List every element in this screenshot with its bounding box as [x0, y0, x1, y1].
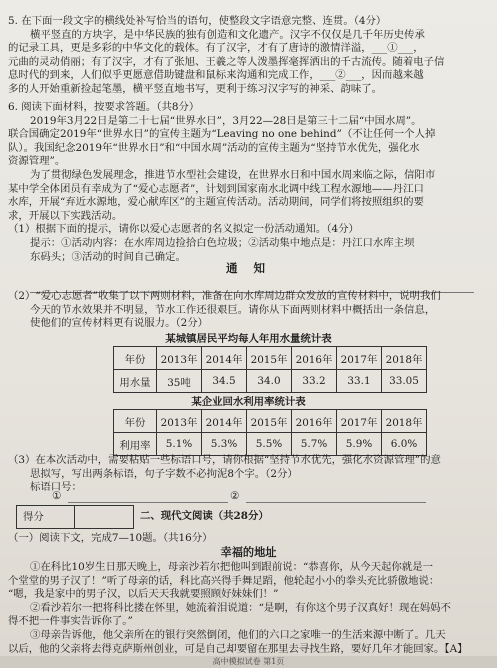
q5-line: 的记录工具，更是多彩的中华文化的载体。有了汉字，才有了唐诗的激情洋溢，___①___， — [8, 42, 424, 55]
table-cell: 5.5% — [247, 433, 292, 456]
q6-para1-line: 队）。我国纪念2019年“世界水日”和“中国水周”活动的宣传主题为“坚持节水优先，强化水 — [8, 141, 420, 154]
article-line: “嗯，我是家中的男子汉，以后天天我就要照顾好妹妹们！” — [8, 588, 279, 601]
article-body — [8, 561, 490, 656]
table-cell: 2018年 — [382, 347, 427, 370]
page-footer — [0, 656, 497, 668]
table-cell: 5.3% — [202, 433, 247, 456]
score-value[interactable] — [75, 506, 133, 528]
q5-line: 息时代的到来，人们似乎更愿意借助键盘和鼠标来沟通和完成工作，___②___，因而越来越 — [8, 69, 424, 82]
table-cell: 2014年 — [202, 410, 247, 433]
table-cell: 35吨 — [157, 370, 202, 393]
section2-body — [8, 532, 490, 546]
q6-para1-line: 资源管理”。 — [8, 155, 66, 168]
slogan-line-2 — [246, 502, 426, 503]
table-cell: 2017年 — [337, 347, 382, 370]
q6-sub3 — [8, 454, 490, 495]
notice-title: 通 知 — [225, 262, 271, 275]
table-cell: 2016年 — [292, 410, 337, 433]
table-row — [114, 433, 427, 456]
slogan-mark-1: ① — [52, 490, 62, 502]
q6-sub3-line: 思拟写，写出两条标语，句子字数不必拘泥8个字。（2分） — [30, 467, 298, 480]
q6-para2-line: 求，开展以下实践活动。 — [8, 209, 123, 222]
table-cell: 用水量 — [114, 370, 157, 393]
table-cell: 2015年 — [247, 347, 292, 370]
table1-caption-wrap — [0, 333, 497, 347]
table2-caption: 某企业回水利用率统计表 — [191, 396, 306, 408]
table-row — [114, 347, 427, 370]
footer-text: 高中模拟试卷 第1页 — [212, 657, 285, 666]
table-cell: 年份 — [114, 410, 157, 433]
article-title: 幸福的地址 — [220, 546, 277, 559]
table-cell: 2013年 — [157, 410, 202, 433]
article-line: ②看沙若尔一把将科比搂在怀里，她流着泪说道：“是啊，有你这个男子汉真好！现在妈妈不 — [30, 601, 451, 614]
table-cell: 34.5 — [202, 370, 247, 393]
article-line: 个堂堂的男子汉了！”听了母亲的话，科比高兴得手舞足蹈，他轮起小小的拳头充比骄傲地说： — [8, 574, 440, 587]
table-cell: 利用率 — [114, 433, 157, 456]
slogan-answer-row[interactable] — [52, 490, 472, 504]
table-cell: 2017年 — [337, 410, 382, 433]
article-line: ③母亲告诉他，他父亲所在的银行突然倒闭，他们的六口之家唯一的生活来源中断了。几天 — [30, 628, 446, 641]
q6-sub2-line: 使他们的宣传材料更有说服力。（2分） — [30, 317, 209, 330]
water-reuse-table — [113, 409, 427, 456]
table-cell: 2014年 — [202, 347, 247, 370]
question-6 — [8, 101, 490, 264]
table1-caption: 某城镇居民平均每人年用水量统计表 — [165, 333, 332, 345]
table-cell: 33.1 — [337, 370, 382, 393]
table-cell: 2015年 — [247, 410, 292, 433]
q6-sub2-line: （2）“爱心志愿者”收集了以下两则材料，准备在向水库周边群众发放的宣传材料中，说明我们 — [8, 290, 441, 302]
slogan-mark-2: ② — [230, 490, 240, 502]
table-cell: 6.0% — [382, 433, 427, 456]
q5-line: 元曲的灵动俏丽；有了汉字，才有了张旭、王羲之等人泼墨挥毫挥洒出的千古流传。随着电子信 — [8, 55, 445, 68]
q6-sub2 — [8, 290, 490, 331]
article-line: 得不把一件事实告诉你了。” — [8, 615, 133, 628]
table-cell: 33.2 — [292, 370, 337, 393]
q6-para2-line: 水库，开展“弃近水源地，爱心献库区”的主题宣传活动。活动期间，同学们将按照组织的要 — [8, 196, 424, 209]
table-cell: 2013年 — [157, 347, 202, 370]
table-cell: 5.7% — [292, 433, 337, 456]
slogan-line-1 — [68, 502, 228, 503]
notice-heading — [0, 262, 497, 276]
table-cell: 5.1% — [157, 433, 202, 456]
table-cell: 2018年 — [382, 410, 427, 433]
question-5-body — [8, 15, 490, 97]
q6-sub2-line: 今天的节水效果并不明显，节水工作还很艰巨。请你从下面两则材料中概括出一条信息， — [30, 303, 436, 316]
water-usage-table — [113, 346, 427, 393]
q6-para1-line: 2019年3月22日是第二十七届“世界水日”，3月22—28日是第三十二届“中国水周”。 — [30, 114, 422, 127]
q5-line: 横平竖直的方块字，是中华民族的独有创造和文化遗产。汉字不仅仅是几千年历史传承 — [30, 28, 425, 41]
score-box — [16, 505, 134, 529]
table-row — [114, 410, 427, 433]
score-label: 得分 — [17, 506, 75, 528]
q6-hint-line: 东码头；③活动的时间自己确定。 — [30, 250, 186, 263]
slogan-label: 标语口号： — [30, 481, 82, 494]
q6-stem: 6. 阅读下面材料，按要求答题。（共8分） — [8, 101, 200, 113]
section2-sub: （一）阅读下文，完成7—10题。（共16分） — [8, 532, 213, 544]
table-cell: 2016年 — [292, 347, 337, 370]
table-cell: 33.05 — [382, 370, 427, 393]
q6-sub3-line: （3）在本次活动中，需要粘贴一些标语口号，请你根据“坚持节水优先，强化水资源管理”的意 — [8, 454, 441, 466]
q6-sub1: （1）根据下面的提示，请你以爱心志愿者的名义拟定一份活动通知。（4分） — [8, 223, 359, 236]
table-row — [114, 370, 427, 393]
q6-para2-line: 某中学全体团员有幸成为了“爱心志愿者”，计划到国家南水北调中线工程水源地——丹江口 — [8, 182, 424, 195]
q5-stem-text: 5. 在下面一段文字的横线处补写恰当的语句，使整段文字语意完整、连贯。（4分） — [8, 15, 387, 27]
table-cell: 5.9% — [337, 433, 382, 456]
section2-title: 二、现代文阅读（共28分） — [140, 510, 269, 522]
table-cell: 年份 — [114, 347, 157, 370]
article-line: 以后，他的父亲将去得克萨斯州创业，可是自己却要留在那里去寻找生路，要好几年才能回家。【A】 — [8, 642, 468, 655]
q6-para1-line: 联合国确定2019年“世界水日”的宣传主题为“Leaving no one behind”（不让任何一个人掉 — [8, 128, 436, 141]
table2-caption-wrap — [0, 396, 497, 410]
q5-line: 多的人开始重新捡起笔墨，横平竖直地书写，更利于练习汉字写的神采、韵味了。 — [8, 82, 383, 95]
q6-para2-line: 为了贯彻绿色发展理念，推进节水型社会建设，在世界水日和中国水周来临之际，信阳市 — [30, 168, 436, 181]
q6-hint-line: 提示：①活动内容：在水库周边捡拾白色垃圾；②活动集中地点是：丹江口水库主坝 — [30, 236, 415, 249]
table-cell: 34.0 — [247, 370, 292, 393]
article-title-wrap — [0, 546, 497, 560]
article-line: ①在科比10岁生日那天晚上，母亲沙若尔把他叫到跟前说：“恭喜你，从今天起你就是一 — [30, 561, 433, 573]
